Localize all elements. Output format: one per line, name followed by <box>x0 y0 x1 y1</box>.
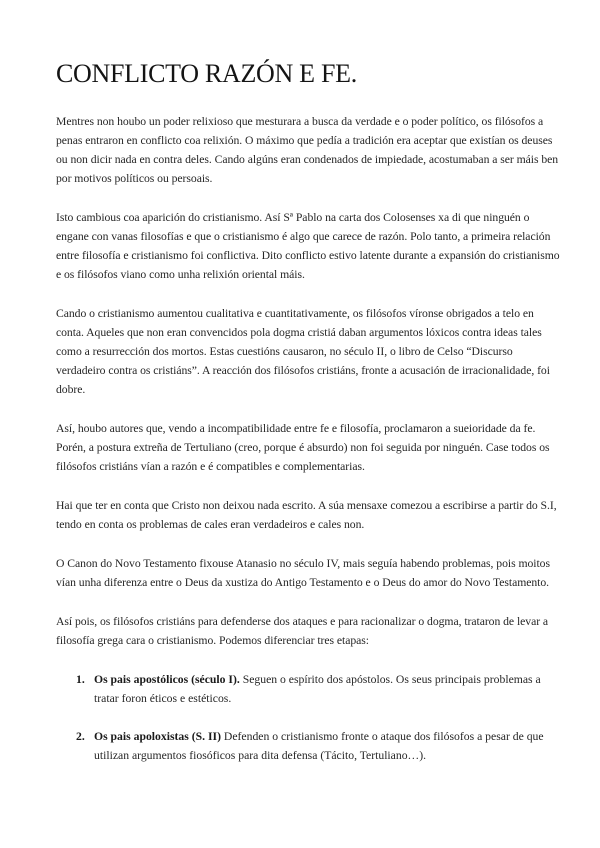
paragraph-christ-writings: Hai que ter en conta que Cristo non deixou nada escrito. A súa mensaxe comezou a escribirse a partir do S.I, tendo en conta os problemas de cales eran verdadeiros e cales non. <box>56 499 557 531</box>
paragraph-christianity-arrival: Isto cambious coa aparición do cristianismo. Así Sª Pablo na carta dos Colosenses xa di que ninguén o engane con vanas filosofías e que o cristianismo é algo que carece de razón. Polo tanto, a primeira relación entre filosofía e cristianismo foi conflictiva. Dito conflicto estivo latente durante a expansión do cristianismo e os filósofos viano como unha relixión oriental máis. <box>56 211 560 281</box>
stages-list <box>56 670 562 765</box>
stage-term: Os pais apostólicos (século I). <box>94 673 240 686</box>
paragraph-intro: Mentres non houbo un poder relixioso que mesturara a busca da verdade e o poder político, os filósofos a penas entraron en conflicto coa relixión. O máximo que pedía a tradición era aceptar que existían os deuses ou non dicir nada en contra deles. Cando algúns eran condenados de impiedade, acostumaban a ser máis ben por motivos políticos ou persoais. <box>56 115 559 185</box>
stage-term: Os pais apoloxistas (S. II) <box>94 730 221 743</box>
stage-description: Seguen o espírito dos apóstolos. Os seus principais problemas a tratar foron éticos e estéticos. <box>94 673 541 705</box>
list-number: 2. <box>76 730 85 743</box>
list-item-stage-1 <box>56 670 562 708</box>
list-number: 1. <box>76 673 85 686</box>
document-title: CONFLICTO RAZÓN E FE. <box>56 59 357 88</box>
paragraph-three-stages-intro: Así pois, os filósofos cristiáns para defenderse dos ataques e para racionalizar o dogma, trataron de levar a filosofía grega cara o cristianismo. Podemos diferenciar tres etapas: <box>56 615 549 647</box>
paragraph-new-testament-canon: O Canon do Novo Testamento fixouse Atanasio no século IV, mais seguía habendo problemas, pois moitos vían unha diferenza entre o Deus da xustiza do Antigo Testamento e o Deus do amor do Novo Testamento. <box>56 557 550 589</box>
list-item-stage-2 <box>56 727 562 765</box>
paragraph-faith-reason: Así, houbo autores que, vendo a incompatibilidade entre fe e filosofía, proclamaron a sueioridade da fe. Porén, a postura extreña de Tertuliano (creo, porque é absurdo) non foi seguida por ninguén. Case todos os filósofos cristiáns vían a razón e é compatibles e complementarias. <box>56 422 550 473</box>
stage-description: Defenden o cristianismo fronte o ataque dos filósofos a pesar de que utilizan argumentos fiosóficos para dita defensa (Tácito, Tertuliano…). <box>94 730 544 762</box>
paragraph-christianity-growth: Cando o cristianismo aumentou cualitativa e cuantitativamente, os filósofos víronse obrigados a telo en conta. Aqueles que non eran convencidos pola dogma cristiá daban argumentos lóxicos contra ideas tales como a resurrección dos mortos. Estas cuestións causaron, no século II, o libro de Celso “Discurso verdadeiro contra os cristiáns”. A reacción dos filósofos cristiáns, fronte a acusación de irracionalidade, foi dobre. <box>56 307 550 396</box>
